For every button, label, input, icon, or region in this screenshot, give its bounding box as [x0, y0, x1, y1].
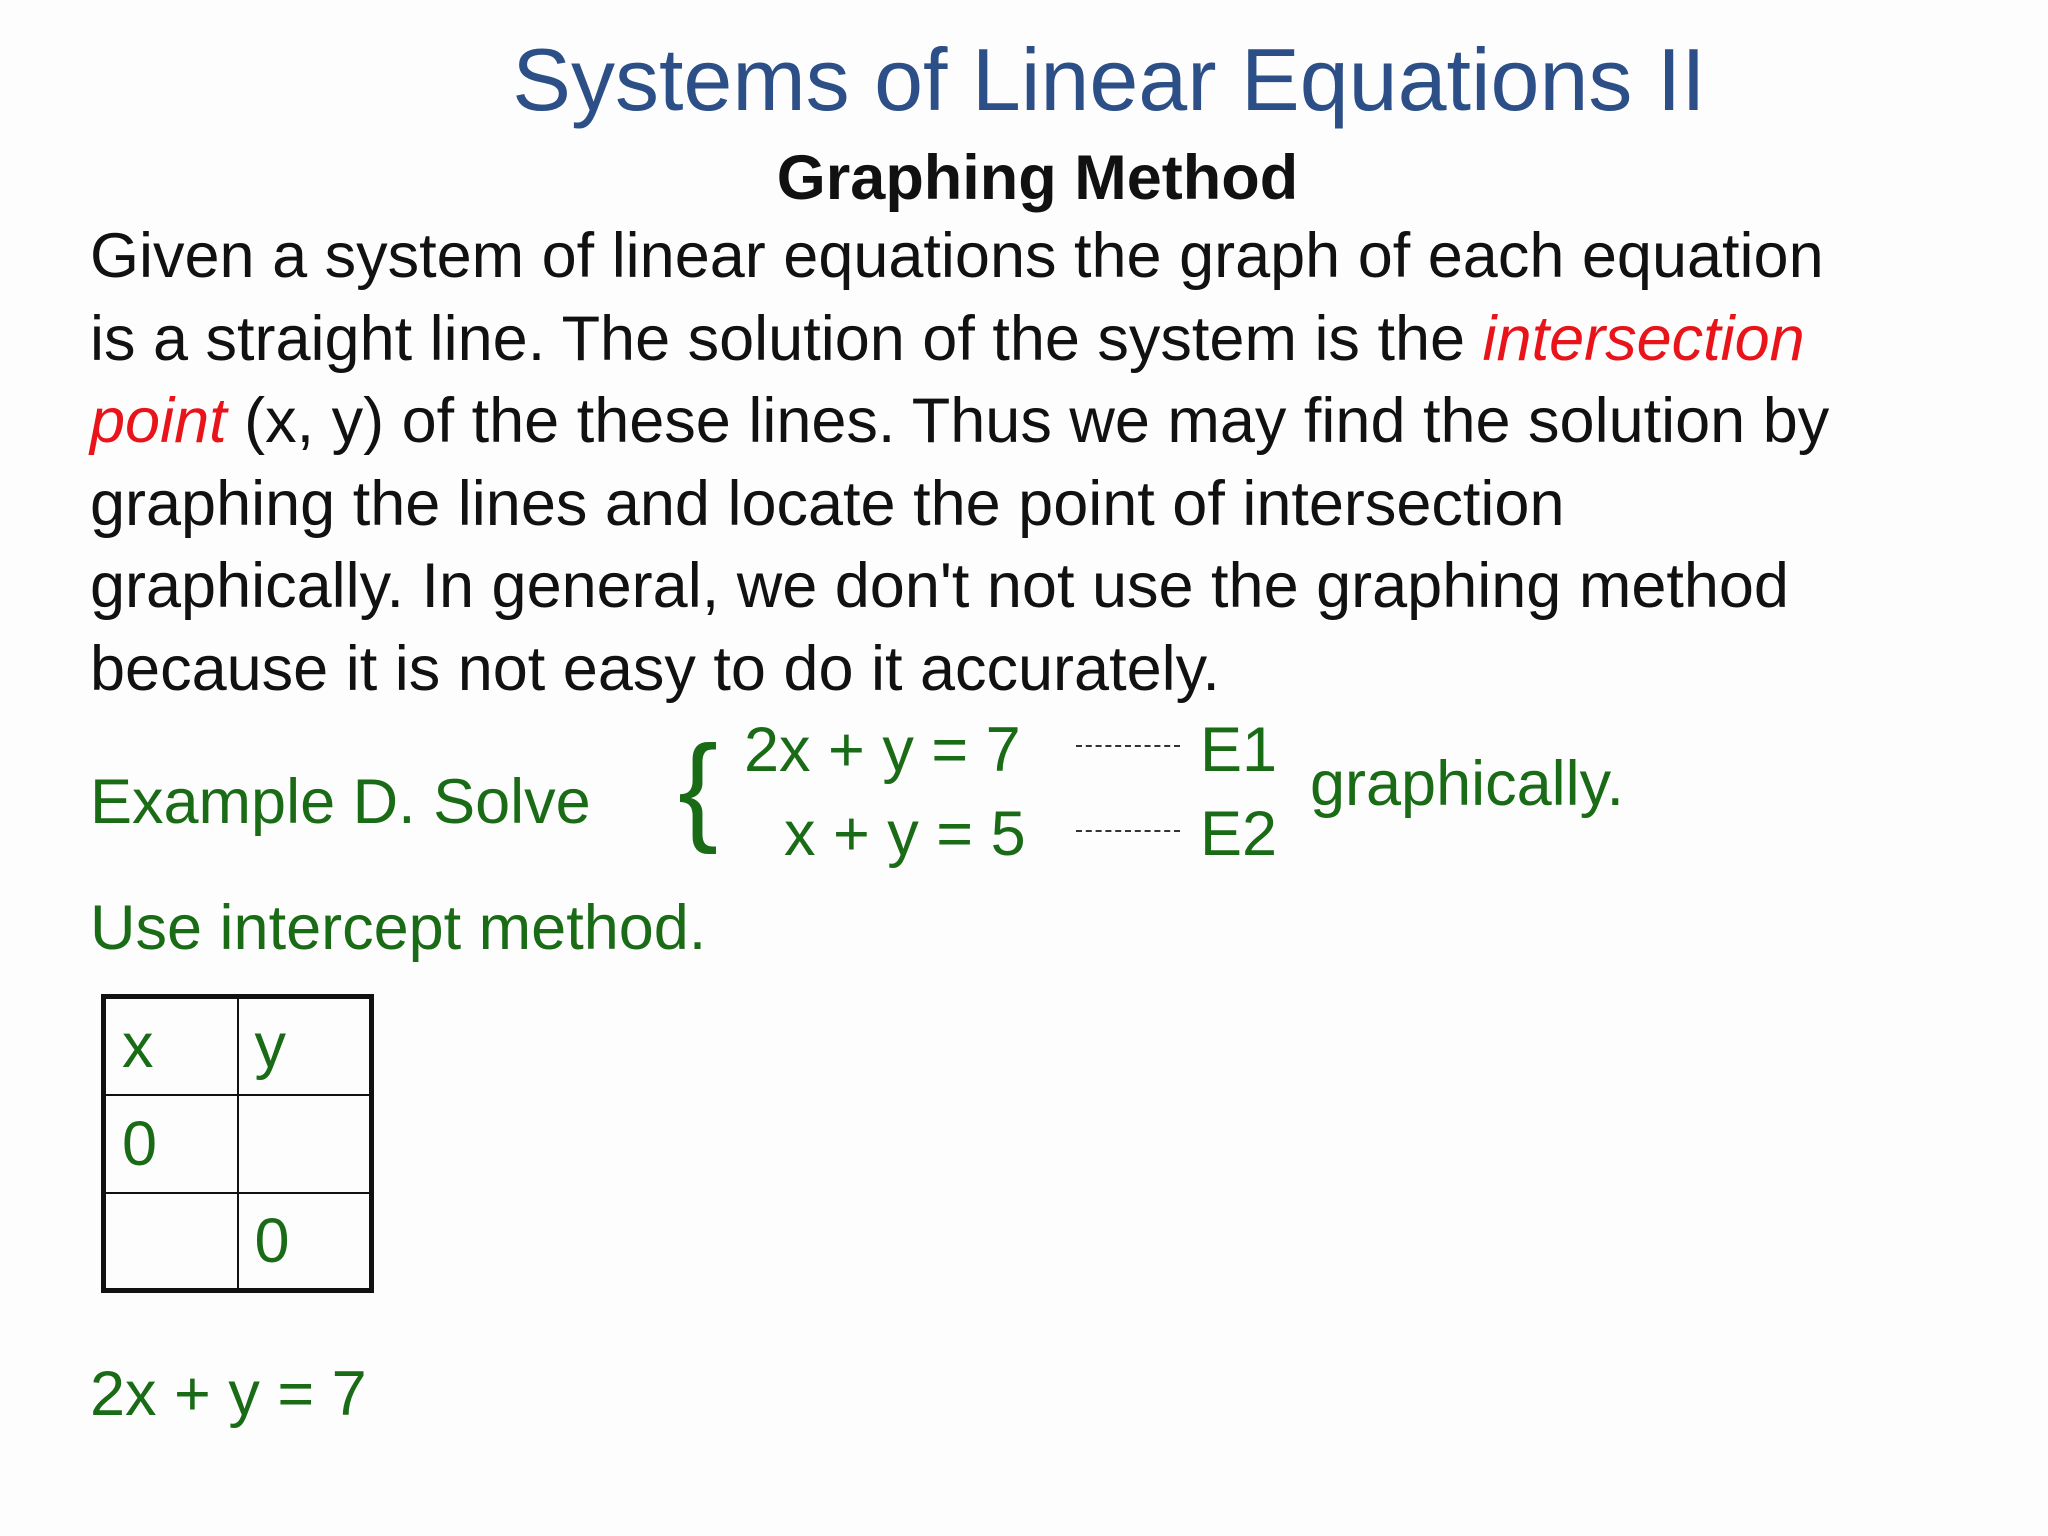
- equation-tag-e1: E1: [1200, 715, 1278, 785]
- slide-title: Systems of Linear Equations II: [512, 30, 1706, 129]
- example-label: Example D. Solve: [90, 767, 591, 837]
- leader-line-e1: [1076, 745, 1180, 747]
- table-cell: [104, 1193, 238, 1291]
- table-cell: 0: [238, 1193, 372, 1291]
- intro-line: graphing the lines and locate the point of intersection: [90, 468, 1565, 539]
- system-brace: {: [678, 721, 719, 855]
- table-row: [104, 1193, 372, 1291]
- method-instruction: Use intercept method.: [90, 893, 707, 963]
- point-highlight: point: [90, 386, 227, 456]
- intro-line: because it is not easy to do it accurately.: [90, 633, 1220, 704]
- intercept-table: [101, 994, 374, 1293]
- table-cell: [238, 1095, 372, 1193]
- slide-subtitle: Graphing Method: [776, 143, 1299, 213]
- leader-line-e2: [1076, 830, 1180, 832]
- intro-line: Given a system of linear equations the graph of each equation: [90, 221, 1824, 291]
- equation-tag-e2: E2: [1200, 799, 1278, 869]
- intro-line: [90, 298, 2020, 381]
- intro-paragraph: [90, 215, 2020, 710]
- example-suffix: graphically.: [1310, 749, 1624, 819]
- intro-line: graphically. In general, we don't not use the graphing method: [90, 551, 1789, 621]
- equation-e1: 2x + y = 7: [744, 715, 1021, 785]
- intro-line: [90, 380, 2020, 463]
- table-header-row: [104, 997, 372, 1095]
- table-header-y: y: [238, 997, 372, 1095]
- table-header-x: x: [104, 997, 238, 1095]
- intro-text: is a straight line. The solution of the system is the: [90, 303, 1483, 374]
- equation-e2: x + y = 5: [784, 799, 1026, 869]
- intro-text: (x, y) of the these lines. Thus we may find the solution by: [226, 386, 1830, 456]
- table-cell: 0: [104, 1095, 238, 1193]
- bottom-equation: 2x + y = 7: [90, 1359, 367, 1429]
- intersection-highlight: intersection: [1482, 303, 1805, 374]
- table-row: [104, 1095, 372, 1193]
